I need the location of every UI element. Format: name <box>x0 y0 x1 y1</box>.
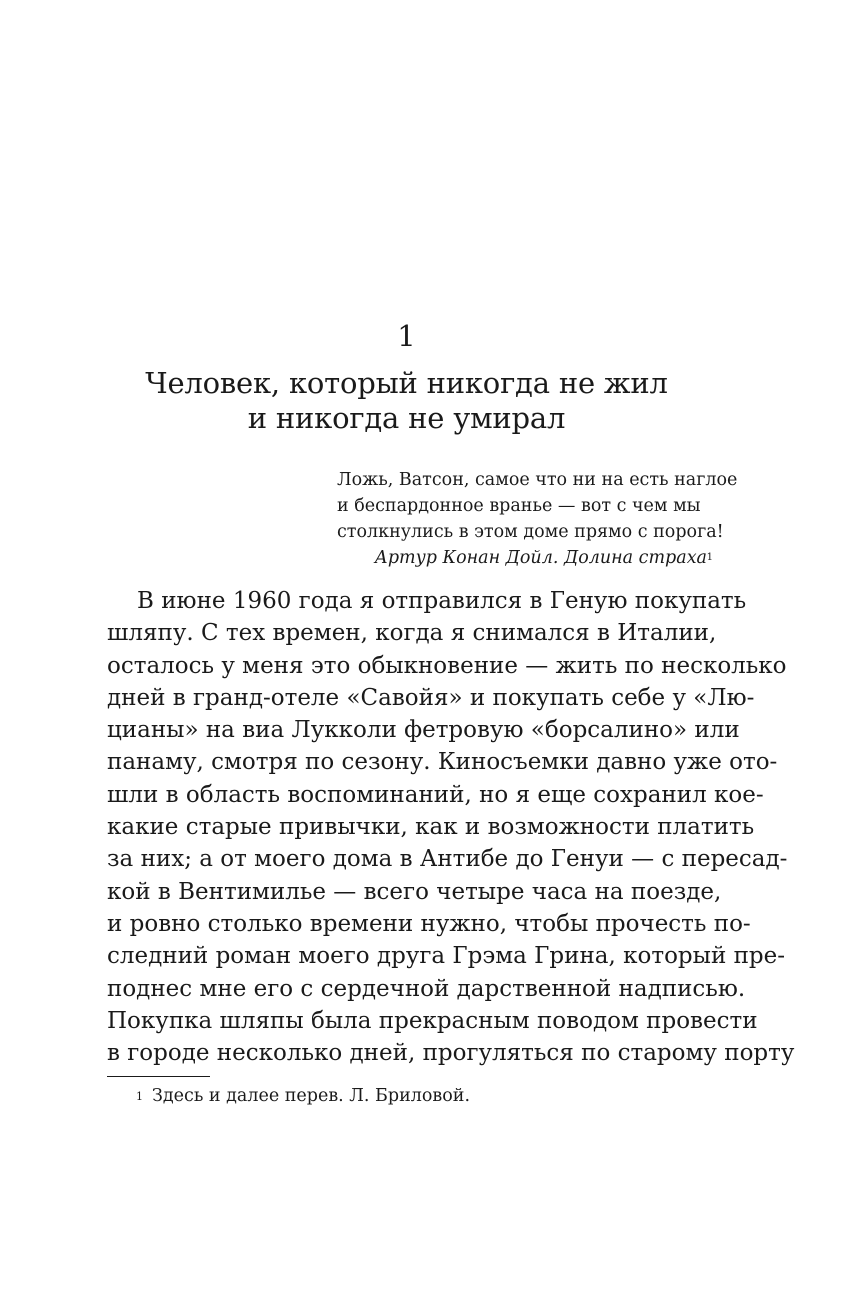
epigraph-line: и беспардонное вранье — вот с чем мы <box>337 496 701 516</box>
body-line: панаму, смотря по сезону. Киносъемки давно уже ото- <box>107 749 778 776</box>
body-line: следний роман моего друга Грэма Грина, который пре- <box>107 943 786 970</box>
body-line: дней в гранд-отеле «Савойя» и покупать себе у «Лю- <box>107 684 755 711</box>
epigraph-attribution <box>337 545 713 571</box>
body-line: какие старые привычки, как и возможности платить <box>107 814 755 841</box>
epigraph-line: столкнулись в этом доме прямо с порога! <box>337 522 724 542</box>
body-line: осталось у меня это обыкновение — жить по несколько <box>107 652 787 679</box>
body-line: шляпу. С тех времен, когда я снимался в Италии, <box>107 620 717 647</box>
body-line: шли в область воспоминаний, но я еще сохранил кое- <box>107 781 764 808</box>
footnote-reference: 1 <box>706 552 713 563</box>
body-line: В июне 1960 года я отправился в Геную покупать <box>137 588 747 614</box>
body-line: в городе несколько дней, прогуляться по старому порту <box>107 1040 795 1067</box>
chapter-title <box>0 366 813 436</box>
footnote-text: Здесь и далее перев. Л. Бриловой. <box>152 1086 471 1106</box>
body-text <box>107 585 795 1069</box>
chapter-title-line: Человек, который никогда не жил <box>145 366 668 400</box>
body-line: и ровно столько времени нужно, чтобы прочесть по- <box>107 910 751 937</box>
epigraph <box>337 467 738 571</box>
footnote-mark: 1 <box>136 1090 143 1103</box>
body-line: Покупка шляпы была прекрасным поводом провести <box>107 1007 758 1034</box>
epigraph-attribution-text: Артур Конан Дойл. Долина страха <box>374 548 707 568</box>
body-line: кой в Вентимилье — всего четыре часа на поезде, <box>107 878 722 905</box>
body-line: поднес мне его с сердечной дарственной надписью. <box>107 975 746 1002</box>
body-line: за них; а от моего дома в Антибе до Генуи — с пересад- <box>107 846 788 873</box>
chapter-number: 1 <box>397 319 416 353</box>
body-line: цианы» на виа Лукколи фетровую «борсалино» или <box>107 717 740 744</box>
epigraph-line: Ложь, Ватсон, самое что ни на есть наглое <box>337 470 738 490</box>
footnote-rule <box>107 1076 210 1077</box>
footnote <box>136 1084 470 1108</box>
chapter-title-line: и никогда не умирал <box>247 401 566 435</box>
